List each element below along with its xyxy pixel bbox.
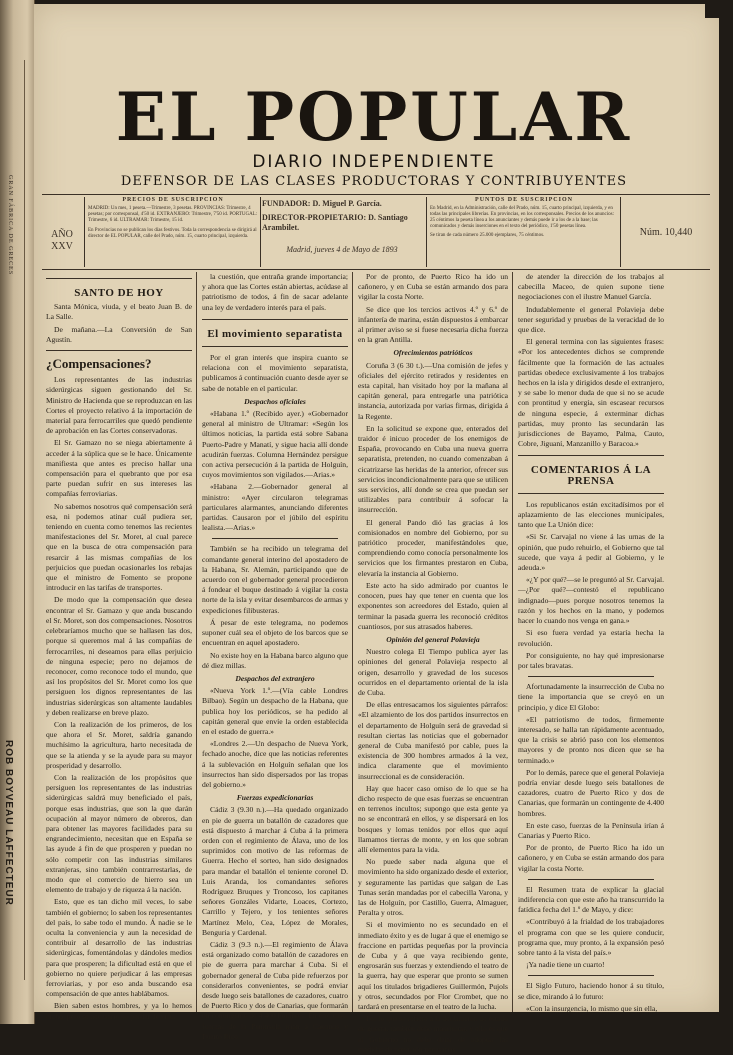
paragraph: El general termina con las siguientes frases: «Por los antecedentes dichos se comprende fácilmente que la formación de las actuales partidas obedece exclusivamente á los trabajos hechos en la isla y dirigidos desde el extranjero, y se sabe lo menor duda de que si no se acude con prontitud y energía, sin escasear recursos de ninguna especie, á exterminar dichas partidas, muy pronto las secundarán las jurisdicciones de Bayamo, Palma, Cauto, Cobre, Jiguaní, Manzanillo y Baracoa.» xyxy=(518,337,664,449)
paragraph: El Sr. Gamazo no se niega abiertamente á acceder á la súplica que se le hace. Únicamente manifiesta que antes es preciso hallar una compensación para el quebranto que por esa parte puedan sufrir en sus intereses las compañías ferroviarias. xyxy=(46,438,192,499)
paragraph: Coruña 3 (6 30 t.).—Una comisión de jefes y oficiales del ejército retirados y residentes en esta capital, han visitado hoy por la mañana al capitán general, para entregarle una patriótica instancia, autorizada por varias firmas, dirigida á la Regente. xyxy=(358,360,508,421)
subscription-note: En Provincias no se publican los días festivos. Toda la correspondencia se dirigirá al director de EL POPULAR, calle del Prado, núm. 15, cuarto principal, izquierda. xyxy=(88,228,257,239)
subheading-ofrecimientos: Ofrecimientos patrióticos xyxy=(393,348,473,358)
masthead-title: EL POPULAR xyxy=(115,78,633,156)
dateline: Madrid, jueves 4 de Mayo de 1893 xyxy=(286,245,398,254)
movimiento-header-box xyxy=(202,319,348,347)
points-text: En Madrid, en la Administración, calle del Prado, núm. 15, cuarto principal, izquierda, y en todas las principales librerías. En provincias, en los corresponsales. Precios de los anuncios: 25 céntimos la peseta línea a los anunciantes y demás puede ir a los de a la base; las comunicados y demás inserciones en el texto del periódico, 1'50 pesetas línea. xyxy=(430,206,614,229)
column-separator xyxy=(352,272,353,1012)
paragraph: De ellas entresacamos los siguientes párrafos: «El alzamiento de los dos partidos insurrectos en el departamento de Holguín será de gravedad si resultan ciertas las noticias que el gobernador general de Cuba manifestó por cable, pues la existencia de 300 hombres armados á la vez, indica claramente que el movimiento insurreccional es de consideración. xyxy=(358,700,508,781)
paragraph: No puede saber nada alguna que el movimiento ha sido organizado desde el exterior, y seguramente las partidas que salgan de Las Tunas serán mandadas por el cabecilla Varona, y las de Holguín, por Castillo, Guerra, Almaguer, Peralta y otros. xyxy=(358,857,508,918)
paragraph: En este caso, fuerzas de la Península irían á Canarias y Puerto Rico. xyxy=(518,820,664,840)
paragraph: Esto, que es tan dicho mil veces, lo sabe también el gobierno; lo saben los representantes del país, lo sabe todo el mundo. Á nadie se le oculta la conveniencia y aun la necesidad de contribuir al desarrollo de las industrias siderúrgicas, fomentándolas y dándoles medios para que prosperen; la dificultad está en que el gobierno no quiere perjudicar á las empresas ferroviarias, y por eso anda buscando esa compensación de que antes hablábamos. xyxy=(46,897,192,999)
paragraph: Por consiguiente, no hay qué impresionarse por tales bravatas. xyxy=(518,650,664,670)
masthead-motto: DEFENSOR DE LAS CLASES PRODUCTORAS Y CONTRIBUYENTES xyxy=(120,174,628,189)
movimiento-title: El movimiento separatista xyxy=(207,327,343,340)
paragraph: «El patriotismo de todos, firmemente interesado, se halla tan rápidamente acentuado, que la crisis se abrió paso con los elementos mayores y de pronto nos dicen que se ha terminado.» xyxy=(518,714,664,765)
paragraph: Por de pronto, de Puerto Rico ha ido un cañonero, y en Cuba se están armando dos para vigilar la costa Norte. xyxy=(518,843,664,873)
paragraph: Por lo que se refiere á la declaración de estado de guerra, también debo manifestar, y ello es que el Gobierno no debe dejar de adoptar las medidas de previsión necesarias. xyxy=(358,1014,508,1054)
paragraph: «Habana 1.º (Recibido ayer.) «Gobernador general al ministro de Ultramar: «Según los últimos noticias, la partida está sobre Sabana Puerto-Padre y Manatí, y sigue hacia allí donde acudirán fuerzas. Columna Hernández persigue con activa persecución á la partida de Holguín, cuyos movimientos son vigilados.—Arias.» xyxy=(202,409,348,480)
issue-number: Núm. 10,440 xyxy=(639,227,693,238)
subheading-extranjero: Despachos del extranjero xyxy=(235,673,315,683)
paragraph: «Nueva York 1.º.—(Vía cable Londres Bilbao). Según un despacho de la Habana, que publica hoy los periódicos, se ha pedido al capitán general que envíe la orden establecida en el estado de guerra.» xyxy=(202,686,348,736)
paragraph: de atender la dirección de los trabajos al cabecilla Maceo, de quien supone tiene negociaciones con el ilustre Manuel García. xyxy=(518,272,664,302)
paragraph: No existe hoy en la Habana barco alguno que dé diez millas. xyxy=(202,650,348,670)
paragraph: Se dice que los tercios activos 4.º y 6.º de infantería de marina, están dispuestos á embarcar al primer aviso se si fuese necesaria dicha fuerza en la gran Antilla. xyxy=(358,304,508,345)
subscription-text: MADRID: Un mes, 1 peseta.—Trimestre, 3 pesetas. PROVINCIAS: Trimestre, 4 pesetas; por corresponsal, 4'50 id. EXTRANJERO: Trimestre, 7'50 id. PORTUGAL: Trimestre, 6 id. ULTRAMAR: Trimestre, 15 id. xyxy=(88,206,258,223)
subscription-title: PRECIOS DE SUSCRIPCION xyxy=(122,197,224,203)
paragraph: Por lo demás, parece que el general Polavieja podría enviar desde luego seis batallones de cazadores, cuatro de Puerto Rico y dos de Canarias, que formarán un contingente de 4.400 hombres. xyxy=(518,767,664,818)
paragraph: Con la realización de los propósitos que persiguen los representantes de las industrias siderúrgicas saldrá muy beneficiado el país, porque esas industrias, que son la que darán ocupación al mayor número de obreros, dan para obtener las mayores facilidades para su engrandecimiento, necesitan que en España se las ayude á fin de que prosperen y puedan no sólo competir con las industrias similares extranjeras, sino también contrarrestarlas, de modo que el comercio de hierro sea un elemento de trabajo y de riqueza á la nación. xyxy=(46,772,192,895)
divider xyxy=(528,879,654,880)
paragraph: «¿Y por qué?—se le preguntó al Sr. Carvajal. —¿Por qué?—contestó el republicano indignado—pues porque nosotros tenemos la razón y los hechos en la mano, y podemos hacer lo cuando nos venga en gana.» xyxy=(518,575,664,626)
column-2 xyxy=(202,272,348,1041)
points-title: PUNTOS DE SUSCRIPCION xyxy=(475,197,573,203)
spine-rule xyxy=(24,60,25,980)
column-1 xyxy=(46,272,192,1021)
subheading-polavieja: Opinión del general Polavieja xyxy=(386,634,480,644)
santo-guard: De mañana.—La Conversión de San Agustín. xyxy=(46,324,192,344)
band-divider xyxy=(426,197,427,267)
paragraph: ¡Ya nadie tiene un cuarto! xyxy=(526,960,605,970)
paragraph: «Habana 2.—Gobernador general al ministro: «Ayer circularon telegramas particulares alarmantes, anunciando diferentes partidas. Causaron por el júbilo del espíritu lealista.—Arias.» xyxy=(202,482,348,533)
paragraph: Si el movimiento no es secundado en el inmediato éxito y es de lugar á que el enemigo se fraccione en partidas pequeñas por la provincia de Cuba y á que vaya recibiendo gente, engrosarán sus fuerzas y extendiendo el teatro de la guerra, hay que esperar que pronto se sumen aquí los titulados brigadieres Guillermón, Pujols y otros, secundados por Flor Crombet, que no tardará en presentarse en el teatro de la lucha. xyxy=(358,920,508,1012)
santo-text: Santa Mónica, viuda, y el beato Juan B. de La Salle. xyxy=(46,302,192,322)
paragraph: Si eso fuera verdad ya estaría hecha la revolución. xyxy=(518,628,664,648)
column-separator xyxy=(196,272,197,1012)
divider xyxy=(212,538,338,539)
band-divider xyxy=(620,197,621,267)
paragraph: Este acto ha sido admirado por cuantos le conocen, pues hay que tener en cuenta que los exponentes son acreedores del Estado, quien al terminar la pasada guerra les reconoció créditos cuantiosos, por sus atrasados haberes. xyxy=(358,580,508,631)
compensaciones-title: ¿Compensaciones? xyxy=(46,356,152,372)
newspaper-page xyxy=(34,4,719,1054)
book-spine xyxy=(0,0,35,1024)
column-separator xyxy=(512,272,513,1012)
paragraph: Por de pronto, de Puerto Rico ha ido un cañonero, y en Cuba se están armando dos para vigilar la costa Norte. xyxy=(358,272,508,302)
spine-ad-top: GRAN FÁBRICA DE GRECES xyxy=(7,175,13,276)
paragraph: De modo que la compensación que desea encontrar el Sr. Gamazo y que anda buscando el Sr. Moret, son dos compensaciones. Nosotros celebraríamos mucho que se hallasen las dos, porque si queremos mal á las compañías de ferrocarriles, ni deseamos para ellas perjuicio de ninguna especie; pero no dejamos de reconocer, como reconoce todo el mundo, que así los propósitos del Sr. Moret como los que persiguen los dignos representantes de las industrias siderúrgicas son altamente laudables y deben realizarse en breve plazo. xyxy=(46,595,192,717)
subheading-oficiales: Despachos oficiales xyxy=(244,396,306,406)
spine-ad-bottom: ROB BOYVEAU LAFFECTEUR xyxy=(3,740,14,906)
paragraph: El Resumen trata de explicar la glacial indiferencia con que este año ha transcurrido la fatídica fecha del 1.º de Mayo, y dice: xyxy=(518,884,664,915)
band-divider xyxy=(84,197,85,267)
subheading-fuerzas: Fuerzas expedicionarias xyxy=(236,793,314,803)
paragraph: Afortunadamente la insurrección de Cuba no tiene la importancia que se creyó en un principio, y dice El Globo: xyxy=(518,682,664,712)
prensa-header-box xyxy=(518,455,664,493)
paragraph: No sabemos nosotros qué compensación será esa, ni podemos atinar cuál pudiera ser, teniendo en cuenta como tenemos las recientes manifestaciones del Sr. Moret, al cual parece que en la busca de otra compensación para resarcir á las mismas compañías de los perjuicios que puedan ocasionarles los rebajas que el ministro de Fomento se propone introducir en las tarifas de transportes. xyxy=(46,501,192,593)
paragraph: Cádiz 3 (9.30 n.).—Ha quedado organizado en pie de guerra un batallón de cazadores que está dispuesto á marchar á Cuba á la primera orden con el regimiento de Álava, uno de los suprimidos con motivo de las reformas de Guerra. Hecho el sorteo, han sido designados para mandar el batallón el teniente coronel D. Luis Aranda, los comandantes señores Rodríguez Bruques y Troncoso, los capitanes señores Gonzáles Vidarte, Loaces, Cortezo, Carrillo y Tejero, y los tenientes señores Martínez Melo, Cea, López de Morales, Benguria y Cardenal. xyxy=(202,805,348,937)
paragraph: Indudablemente el general Polavieja debe tener seguridad y pruebas de la veracidad de lo que dice. xyxy=(518,304,664,335)
paragraph: Á pesar de este telegrama, no podemos suponer cuál sea el objeto de los barcos que se encuentran en aquel apostadero. xyxy=(202,617,348,648)
prensa-title: COMENTARIOS Á LA PRENSA xyxy=(530,464,652,487)
paragraph: «Con la insurgencia, lo mismo que sin ella, xyxy=(526,1003,658,1013)
points-note: Se tiran de cada número 25.000 ejemplares, 75 céntimos. xyxy=(430,233,545,238)
paragraph: También se ha recibido un telegrama del comandante general interino del apostadero de la Habana, Sr. Alemán, participando que de acuerdo con el gobernador general procedieron á fondear el buque destinado á vigilar la costa norte de la isla y evitar desembarcos de armas y expediciones filibusteras. xyxy=(202,544,348,615)
paragraph: En la solicitud se expone que, enterados del traidor é inicuo proceder de los enemigos de España, provocando en Cuba una nueva guerra separatista, pretenden, no cuando comenzaban á cicatrizarse las heridas de la anterior, ofrecer sus servicios incondicionalmente para que se utilicen sus servicios, allí donde se crea que puedan ser utilizables para contribuir á sofocar la insurrección. xyxy=(358,423,508,515)
founders-box xyxy=(262,195,422,269)
paragraph: «Si Sr. Carvajal no viene á las urnas de la opinión, que pudo rehuirlo, el Gobierno que tal sucede, que vaya á pedir al Gobierno, y le adeuda.» xyxy=(518,532,664,573)
paragraph: «Contribuyó á la frialdad de los trabajadores el programa con que se les quiere conducir, programa que, muy pronto, á la expansión pesó sobre tanto á la vista del país.» xyxy=(518,917,664,957)
paragraph: Por el gran interés que inspira cuanto se relaciona con el movimiento separatista, publicamos á continuación cuanto desde ayer se sabe de notable en el particular. xyxy=(202,353,348,393)
director-line: DIRECTOR-PROPIETARIO: D. Santiago Arambilet. xyxy=(262,213,408,232)
paragraph: El Siglo Futuro, haciendo honor á su título, se dice, mirando á lo futuro: xyxy=(518,981,664,1001)
paragraph: Con la realización de los primeros, de los que ahora el Sr. Moret, saldría ganando muchísimo la agricultura, harto necesitada de que se la atienda y se la ayude para su mayor prosperidad y desarrollo. xyxy=(46,719,192,770)
paragraph: Hay que hacer caso omiso de lo que se ha dicho respecto de que esas fuerzas se encuentran en terrenos incultos; supongo que esta gente ya no se encontrará en ellos, y se dispersará en los bosques y lomas tenidos por ellos que aquí llamamos tierras de monte, y en los que sobran allí elementos para la vida. xyxy=(358,783,508,854)
paragraph: Bien saben estos hombres, y ya lo hemos dicho; pero se necesario no perder de vista xyxy=(46,1001,192,1021)
divider xyxy=(528,676,654,677)
masthead-subtitle: DIARIO INDEPENDIENTE xyxy=(252,152,496,172)
column-4 xyxy=(518,272,664,1012)
divider xyxy=(528,975,654,976)
page-corner xyxy=(705,4,719,18)
paragraph: Cádiz 3 (9.3 n.).—El regimiento de Álava está organizado como batallón de cazadores en pie de guerra para marchar á Cuba. Si el gobernador general de Cuba pide refuerzos por considerarlos convenientes, se podrá enviar desde luego seis batallones de cazadores, cuatro de Puerto Rico y dos de Canarias, que formarán un contingente de 4.400 hombres. En este caso, fuerzas de la Península irían á Canarias y Puerto Rico. xyxy=(202,939,348,1041)
band-divider xyxy=(260,197,261,267)
points-box xyxy=(430,195,618,269)
paragraph: Nuestro colega El Tiempo publica ayer las opiniones del general Polavieja respecto al origen, desarrollo y gravedad de los sucesos ocurridos en el departamento oriental de la isla de Cuba. xyxy=(358,647,508,697)
info-band xyxy=(42,194,710,270)
paragraph: Los republicanos están excitadísimos por el aplazamiento de las elecciones municipales, tanto que La Unión dice: xyxy=(518,499,664,530)
paragraph: la cuestión, que entraña grande importancia; y ahora que las Cortes están abiertas, acúdase al patriotismo de todos, á fin de sacar adelante una ley de verdadero interés para el país. xyxy=(202,272,348,312)
santo-title: SANTO DE HOY xyxy=(74,287,164,299)
column-3 xyxy=(358,272,508,1054)
paragraph: Los representantes de las industrias siderúrgicas siguen gestionando del Sr. Ministro de Hacienda que se reproduzcan en las Cortes el proyecto relativo á la importación de material para ferrocarriles que quedó pendiente de aprobación en las Cortes conservadoras. xyxy=(46,375,192,436)
paragraph: El general Pando dió las gracias á los comisionados en nombre del Gobierno, por su patriótico proceder, manifestándoles que, comprendiendo como conocía personalmente los servicios que los firmantes prestaron en Cuba, elevaría la instancia al Gobierno. xyxy=(358,517,508,578)
paragraph: «Londres 2.—Un despacho de Nueva York, fechado anoche, dice que las noticias referentes á la sublevación en Holguín señalan que los insurrectos han sido dispersados por las tropas del gobierno.» xyxy=(202,739,348,789)
year-label: AÑO XXV xyxy=(51,229,73,252)
subscription-box xyxy=(88,195,258,269)
santo-box xyxy=(46,278,192,351)
founder-line: FUNDADOR: D. Miguel P. García. xyxy=(262,199,382,208)
